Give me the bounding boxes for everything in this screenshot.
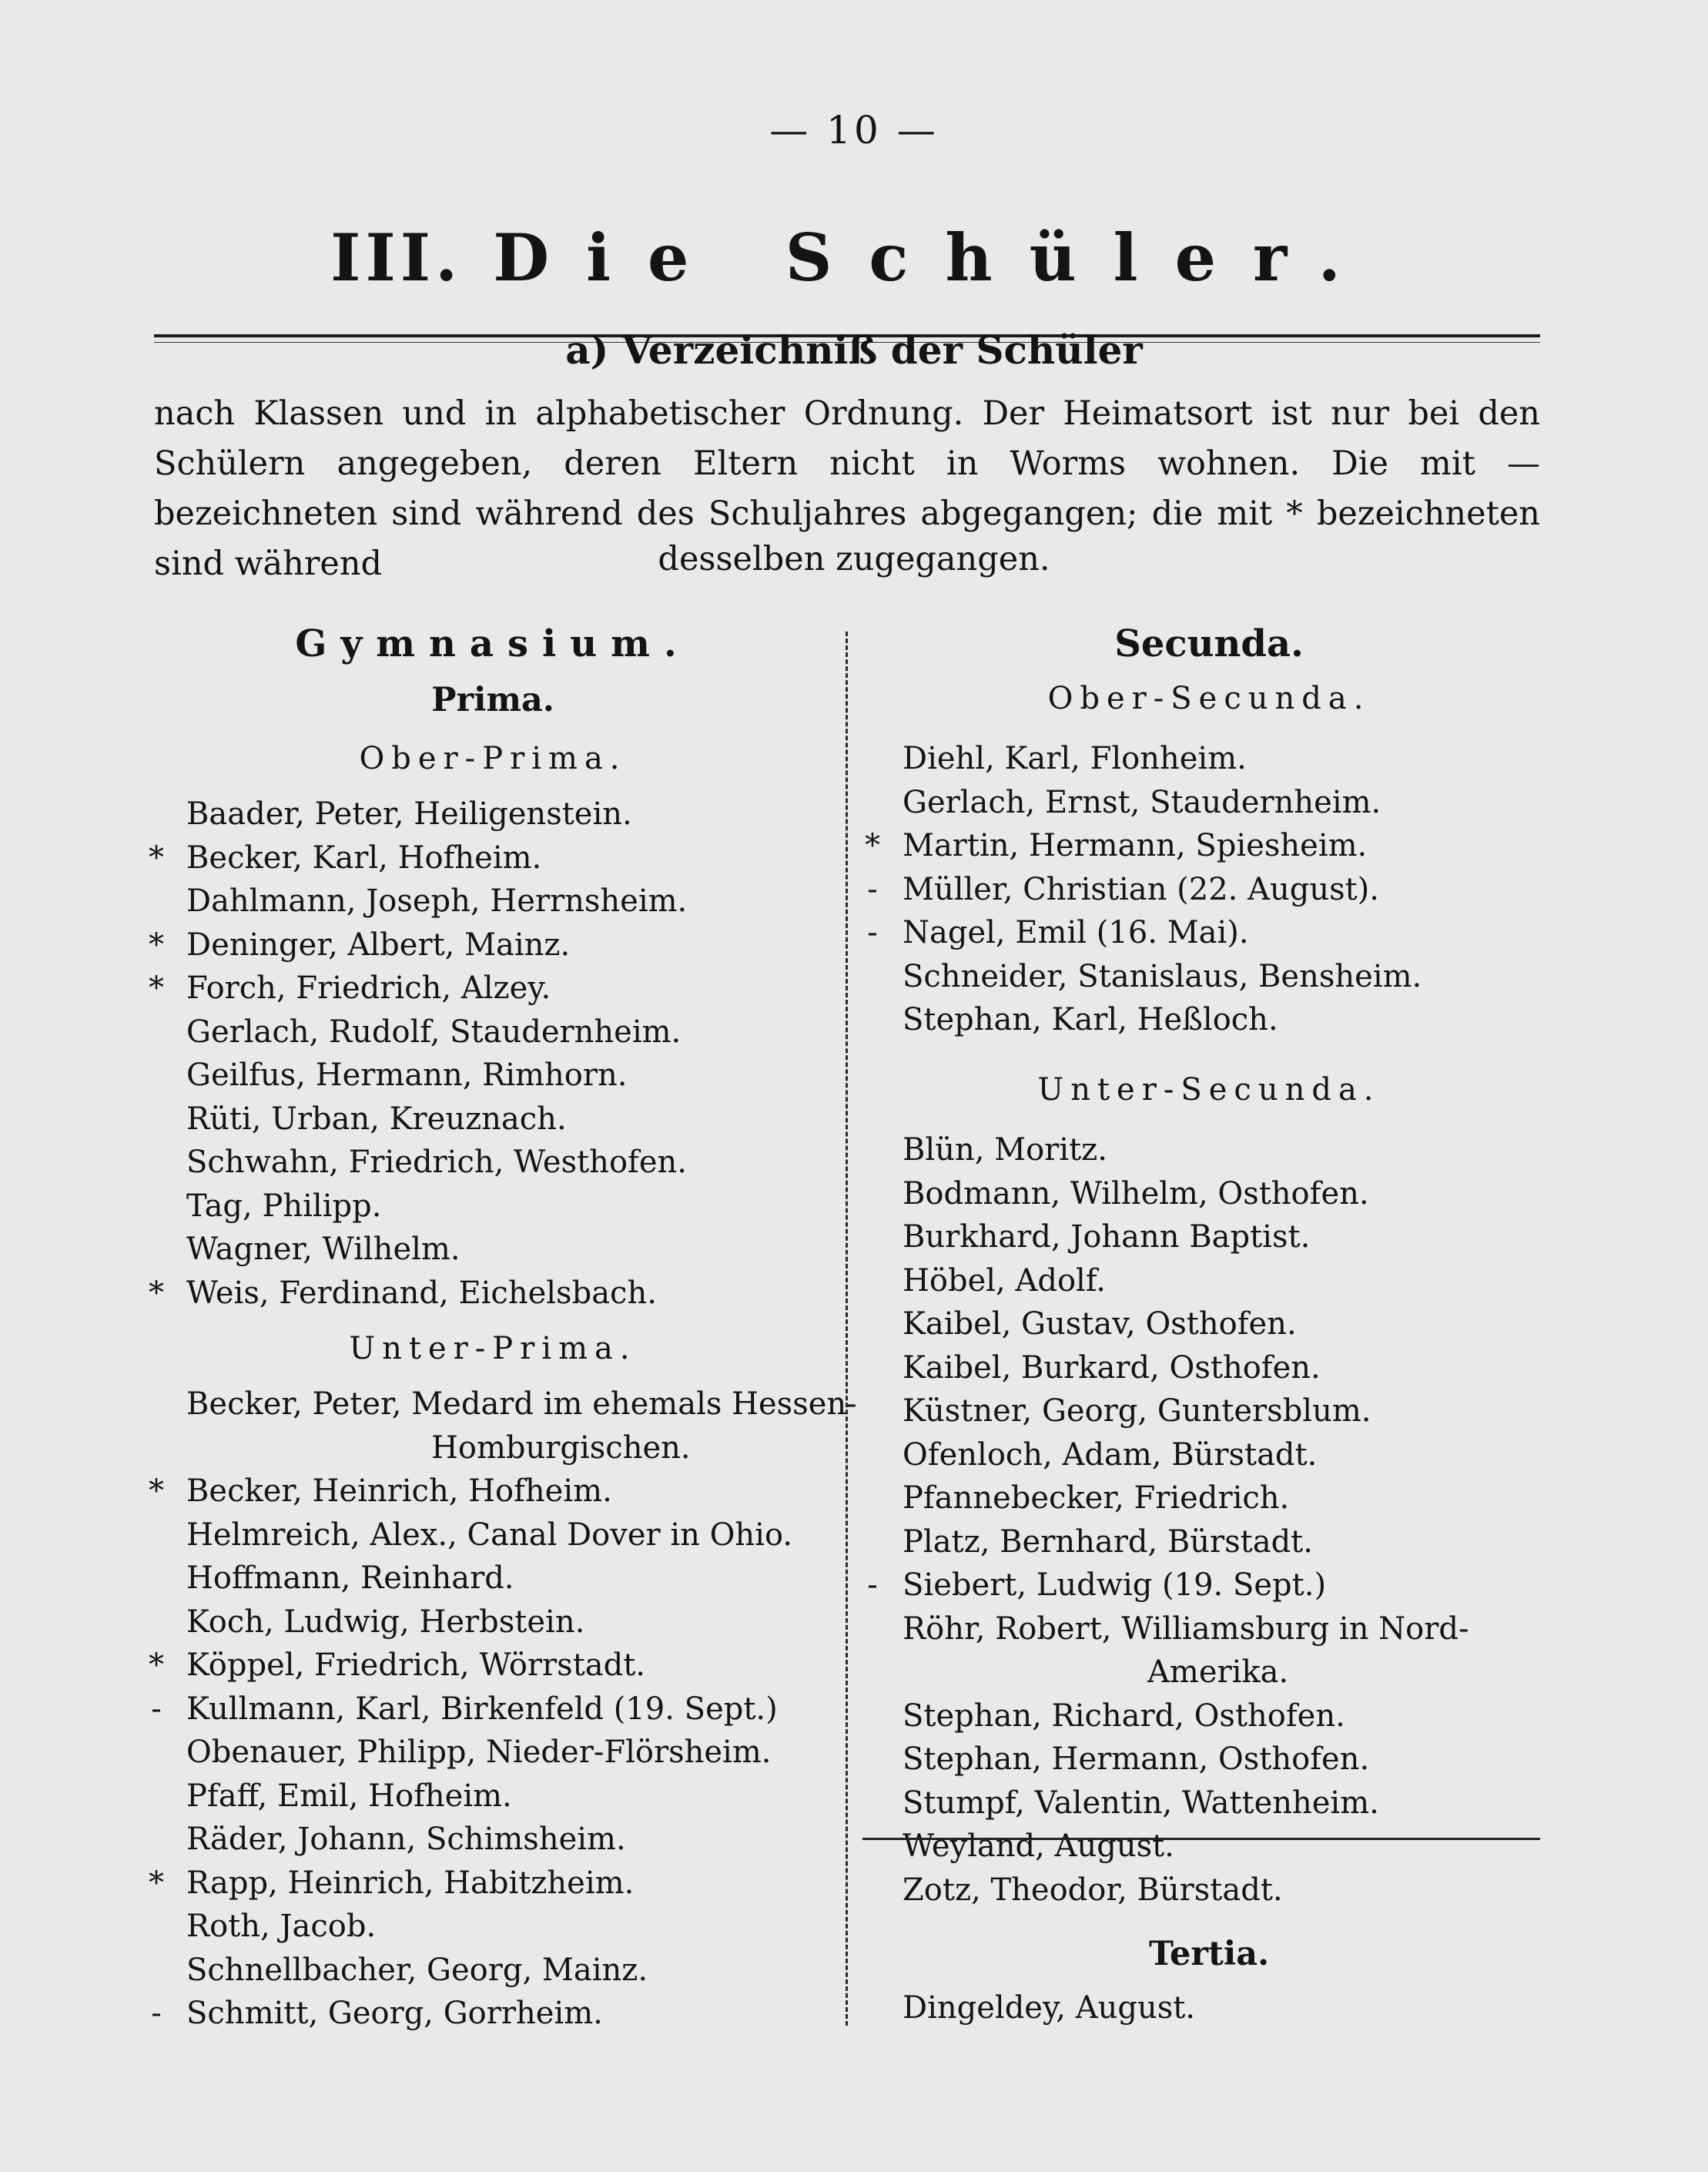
chapter-numeral: III.	[330, 220, 463, 296]
student-entry: Köppel, Friedrich, Wörrstadt.	[186, 1647, 646, 1683]
student-entry: Amerika.	[1147, 1654, 1289, 1690]
student-entry: Ofenloch, Adam, Bürstadt.	[903, 1436, 1318, 1473]
entry-marker: *	[149, 970, 164, 1006]
intro-paragraph: nach Klassen und in alphabetischer Ordnung. Der Heimatsort ist nur bei den Schülern angegeben, deren Eltern nicht in Worms wohnen. Die mit — bezeichneten sind während des Schuljahres abgegangen; die mit * bezeichneten sind während	[154, 394, 1540, 583]
secunda-heading: Secunda.	[1114, 622, 1304, 665]
intro-last-line: desselben zugegangen.	[658, 540, 1050, 578]
student-entry: Stephan, Hermann, Osthofen.	[903, 1741, 1370, 1777]
chapter-name: Die Schüler.	[493, 220, 1378, 296]
student-entry: Pfannebecker, Friedrich.	[903, 1480, 1290, 1516]
entry-marker: -	[867, 915, 878, 950]
unter-prima-heading: Unter-Prima.	[349, 1331, 637, 1366]
student-entry: Obenauer, Philipp, Nieder-Flörsheim.	[186, 1735, 772, 1770]
ober-secunda-heading: Ober-Secunda.	[1047, 681, 1371, 716]
student-entry: Rüti, Urban, Kreuznach.	[186, 1101, 567, 1137]
student-entry: Gerlach, Ernst, Staudernheim.	[903, 784, 1381, 820]
student-entry: Becker, Karl, Hofheim.	[186, 840, 542, 876]
entry-marker: *	[865, 828, 880, 863]
entry-marker: *	[149, 1647, 164, 1683]
student-entry: Bodmann, Wilhelm, Osthofen.	[903, 1175, 1369, 1212]
entry-marker: *	[149, 1865, 164, 1901]
student-entry: Nagel, Emil (16. Mai).	[903, 915, 1249, 950]
student-entry: Stephan, Karl, Heßloch.	[903, 1002, 1278, 1037]
tertia-heading: Tertia.	[1148, 1935, 1270, 1973]
student-entry: Siebert, Ludwig (19. Sept.)	[903, 1567, 1327, 1603]
student-entry: Gerlach, Rudolf, Staudernheim.	[186, 1014, 682, 1050]
student-entry: Pfaff, Emil, Hofheim.	[186, 1778, 512, 1814]
student-entry: Homburgischen.	[431, 1430, 691, 1466]
student-entry: Becker, Heinrich, Hofheim.	[186, 1473, 612, 1509]
page-number: — 10 —	[769, 108, 939, 153]
unter-secunda-heading: Unter-Secunda.	[1037, 1072, 1381, 1108]
student-entry: Kaibel, Burkard, Osthofen.	[903, 1349, 1321, 1386]
student-entry: Deninger, Albert, Mainz.	[186, 927, 571, 963]
student-entry: Müller, Christian (22. August).	[903, 871, 1380, 907]
student-entry: Küstner, Georg, Guntersblum.	[903, 1393, 1371, 1429]
entry-marker: *	[149, 840, 164, 876]
chapter-title	[0, 220, 1708, 296]
student-entry: Dingeldey, August.	[903, 1990, 1196, 2026]
entry-marker: -	[151, 1996, 162, 2031]
entry-marker: -	[867, 871, 878, 907]
student-entry: Tag, Philipp.	[186, 1188, 382, 1224]
entry-marker: *	[149, 1275, 164, 1311]
student-entry: Baader, Peter, Heiligenstein.	[186, 796, 632, 832]
section-subtitle: a) Verzeichniß der Schüler	[565, 327, 1143, 373]
student-entry: Kullmann, Karl, Birkenfeld (19. Sept.)	[186, 1691, 778, 1727]
entry-marker: *	[149, 927, 164, 963]
gymnasium-heading: Gymnasium.	[295, 622, 691, 665]
student-entry: Stumpf, Valentin, Wattenheim.	[903, 1785, 1379, 1821]
tertia-rule	[862, 1838, 1540, 1840]
student-entry: Diehl, Karl, Flonheim.	[903, 741, 1247, 776]
student-entry: Martin, Hermann, Spiesheim.	[903, 828, 1368, 863]
student-entry: Blün, Moritz.	[903, 1132, 1107, 1168]
column-divider	[846, 632, 848, 2026]
student-entry: Schwahn, Friedrich, Westhofen.	[186, 1145, 687, 1180]
student-entry: Zotz, Theodor, Bürstadt.	[903, 1872, 1283, 1908]
student-entry: Schneider, Stanislaus, Bensheim.	[903, 958, 1422, 994]
student-entry: Röhr, Robert, Williamsburg in Nord-	[903, 1611, 1469, 1647]
student-entry: Schnellbacher, Georg, Mainz.	[186, 1952, 648, 1988]
student-entry: Hoffmann, Reinhard.	[186, 1560, 514, 1596]
entry-marker: -	[867, 1567, 878, 1603]
student-entry: Wagner, Wilhelm.	[186, 1232, 460, 1267]
student-entry: Koch, Ludwig, Herbstein.	[186, 1604, 585, 1640]
student-entry: Roth, Jacob.	[186, 1909, 377, 1944]
student-entry: Rapp, Heinrich, Habitzheim.	[186, 1865, 635, 1901]
student-entry: Kaibel, Gustav, Osthofen.	[903, 1306, 1297, 1342]
student-entry: Helmreich, Alex., Canal Dover in Ohio.	[186, 1517, 793, 1553]
ober-prima-heading: Ober-Prima.	[359, 741, 627, 776]
student-entry: Weis, Ferdinand, Eichelsbach.	[186, 1275, 657, 1311]
student-entry: Räder, Johann, Schimsheim.	[186, 1822, 626, 1857]
student-entry: Weyland, August.	[903, 1828, 1174, 1864]
student-entry: Höbel, Adolf.	[903, 1262, 1106, 1299]
student-entry: Platz, Bernhard, Bürstadt.	[903, 1523, 1313, 1560]
student-entry: Schmitt, Georg, Gorrheim.	[186, 1996, 603, 2031]
student-entry: Stephan, Richard, Osthofen.	[903, 1698, 1345, 1734]
student-entry: Dahlmann, Joseph, Herrnsheim.	[186, 883, 688, 919]
student-entry: Becker, Peter, Medard im ehemals Hessen-	[186, 1386, 857, 1422]
student-entry: Burkhard, Johann Baptist.	[903, 1219, 1311, 1255]
student-entry: Geilfus, Hermann, Rimhorn.	[186, 1058, 628, 1093]
entry-marker: *	[149, 1473, 164, 1509]
prima-heading: Prima.	[431, 681, 554, 719]
student-entry: Forch, Friedrich, Alzey.	[186, 970, 551, 1006]
entry-marker: -	[151, 1691, 162, 1727]
